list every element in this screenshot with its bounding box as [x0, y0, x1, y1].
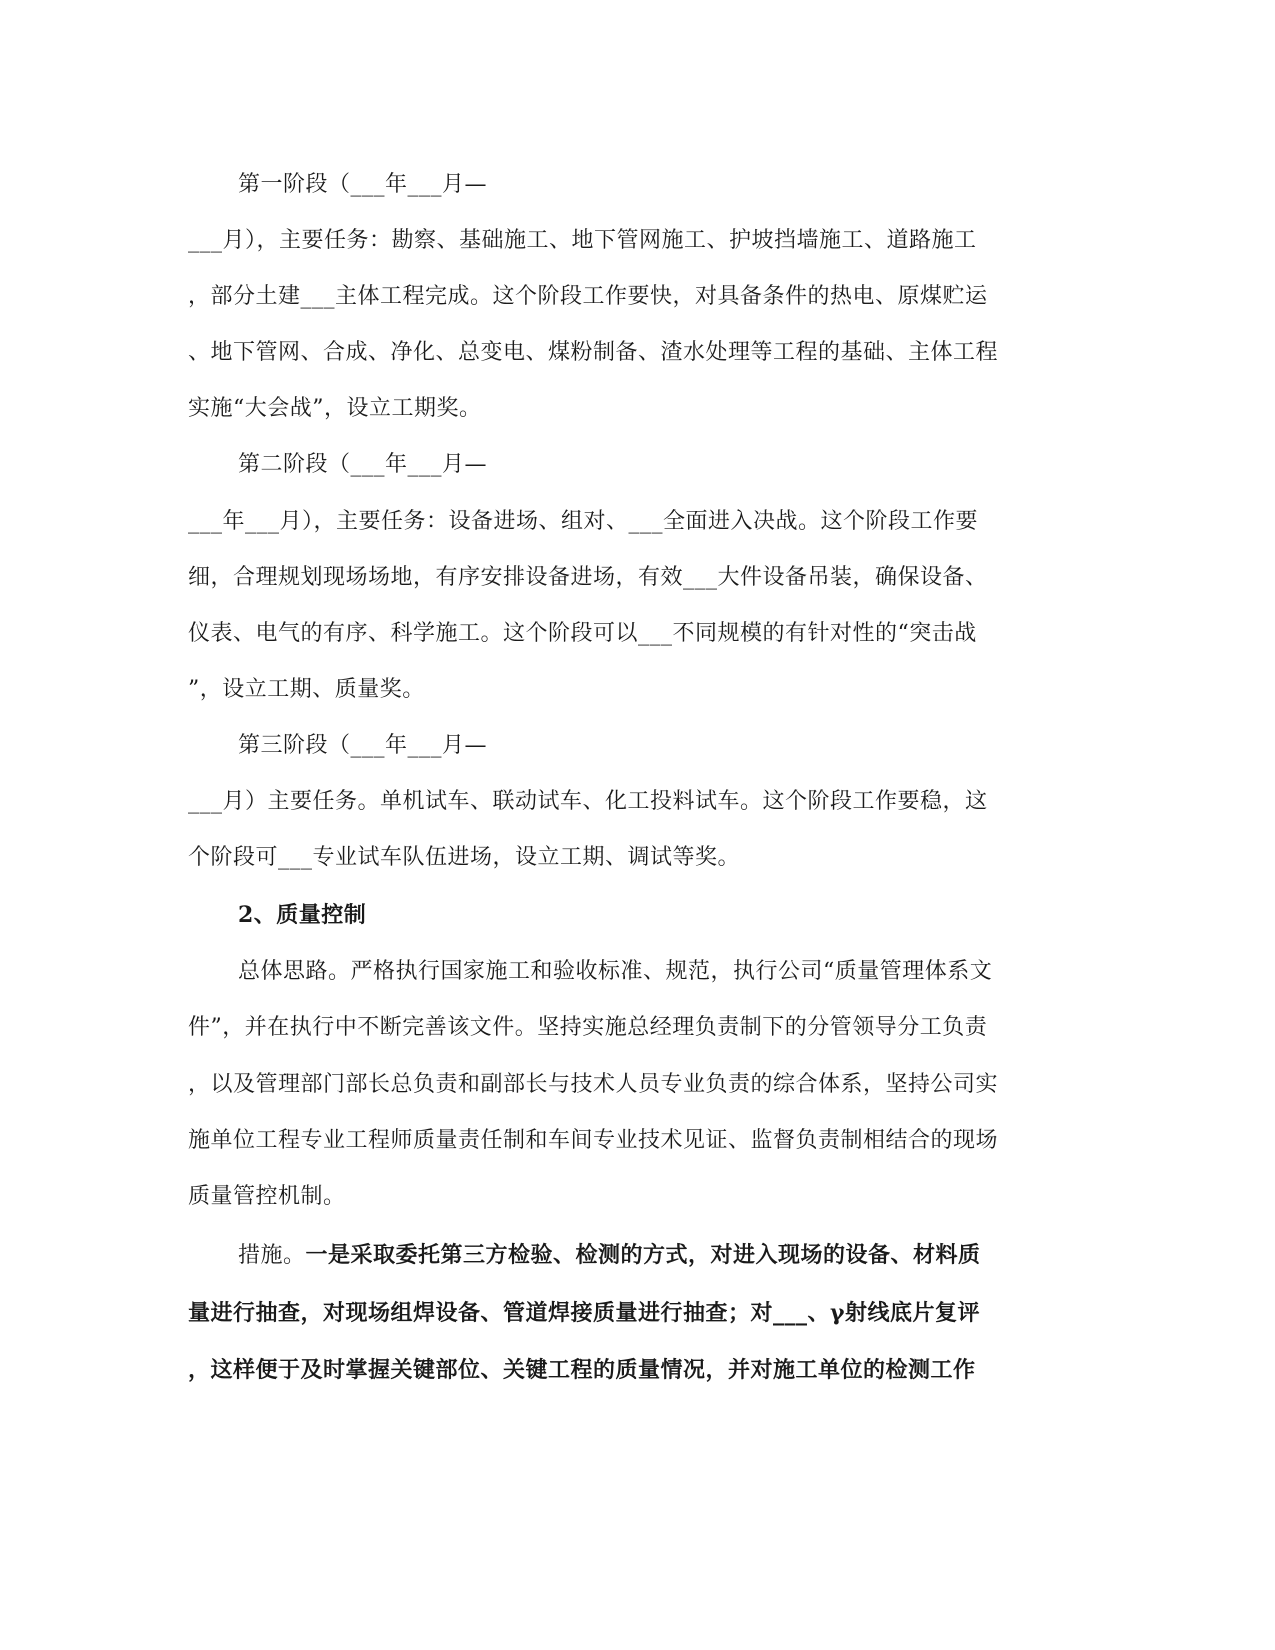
- stage-2-text-line: ”，设立工期、质量奖。: [188, 677, 425, 702]
- stage-2-heading: 第二阶段（___年___月—: [238, 452, 488, 477]
- stage-3-text-line: ___月）主要任务。单机试车、联动试车、化工投料试车。这个阶段工作要稳，这: [188, 789, 988, 814]
- stage-2-text-line: 细，合理规划现场场地，有序安排设备进场，有效___大件设备吊装，确保设备、: [188, 565, 988, 590]
- measures-bold-text: 一是采取委托第三方检验、检测的方式，对进入现场的设备、材料质: [305, 1242, 981, 1268]
- overall-approach-line: 件”，并在执行中不断完善该文件。坚持实施总经理负责制下的分管领导分工负责: [188, 1015, 988, 1040]
- stage-1-text-line: 实施“大会战”，设立工期奖。: [188, 396, 482, 421]
- stage-1-text-line: ，部分土建___主体工程完成。这个阶段工作要快，对具备条件的热电、原煤贮运: [188, 284, 988, 309]
- measures-text-line: 量进行抽查，对现场组焊设备、管道焊接质量进行抽查；对___、γ射线底片复评: [188, 1300, 981, 1326]
- measures-text-line: ，这样便于及时掌握关键部位、关键工程的质量情况，并对施工单位的检测工作: [188, 1357, 976, 1383]
- stage-3-heading: 第三阶段（___年___月—: [238, 733, 488, 758]
- overall-approach-line: 施单位工程专业工程师质量责任制和车间专业技术见证、监督负责制相结合的现场: [188, 1128, 999, 1153]
- overall-approach-line: ，以及管理部门部长总负责和副部长与技术人员专业负责的综合体系，坚持公司实: [188, 1072, 999, 1097]
- stage-1-heading: 第一阶段（___年___月—: [238, 172, 488, 197]
- stage-1-text-line: ___月），主要任务：勘察、基础施工、地下管网施工、护坡挡墙施工、道路施工: [188, 228, 977, 253]
- overall-approach-line: 总体思路。严格执行国家施工和验收标准、规范，执行公司“质量管理体系文: [238, 959, 993, 984]
- measures-line: [238, 1242, 981, 1269]
- section-heading-quality-control: 2、质量控制: [238, 902, 367, 928]
- stage-2-text-line: 仪表、电气的有序、科学施工。这个阶段可以___不同规模的有针对性的“突击战: [188, 621, 977, 646]
- measures-label: 措施。: [238, 1243, 306, 1268]
- stage-3-text-line: 个阶段可___专业试车队伍进场，设立工期、调试等奖。: [188, 845, 741, 870]
- stage-1-text-line: 、地下管网、合成、净化、总变电、煤粉制备、渣水处理等工程的基础、主体工程: [188, 340, 999, 365]
- overall-approach-line: 质量管控机制。: [188, 1184, 346, 1209]
- stage-2-text-line: ___年___月），主要任务：设备进场、组对、___全面进入决战。这个阶段工作要: [188, 509, 979, 534]
